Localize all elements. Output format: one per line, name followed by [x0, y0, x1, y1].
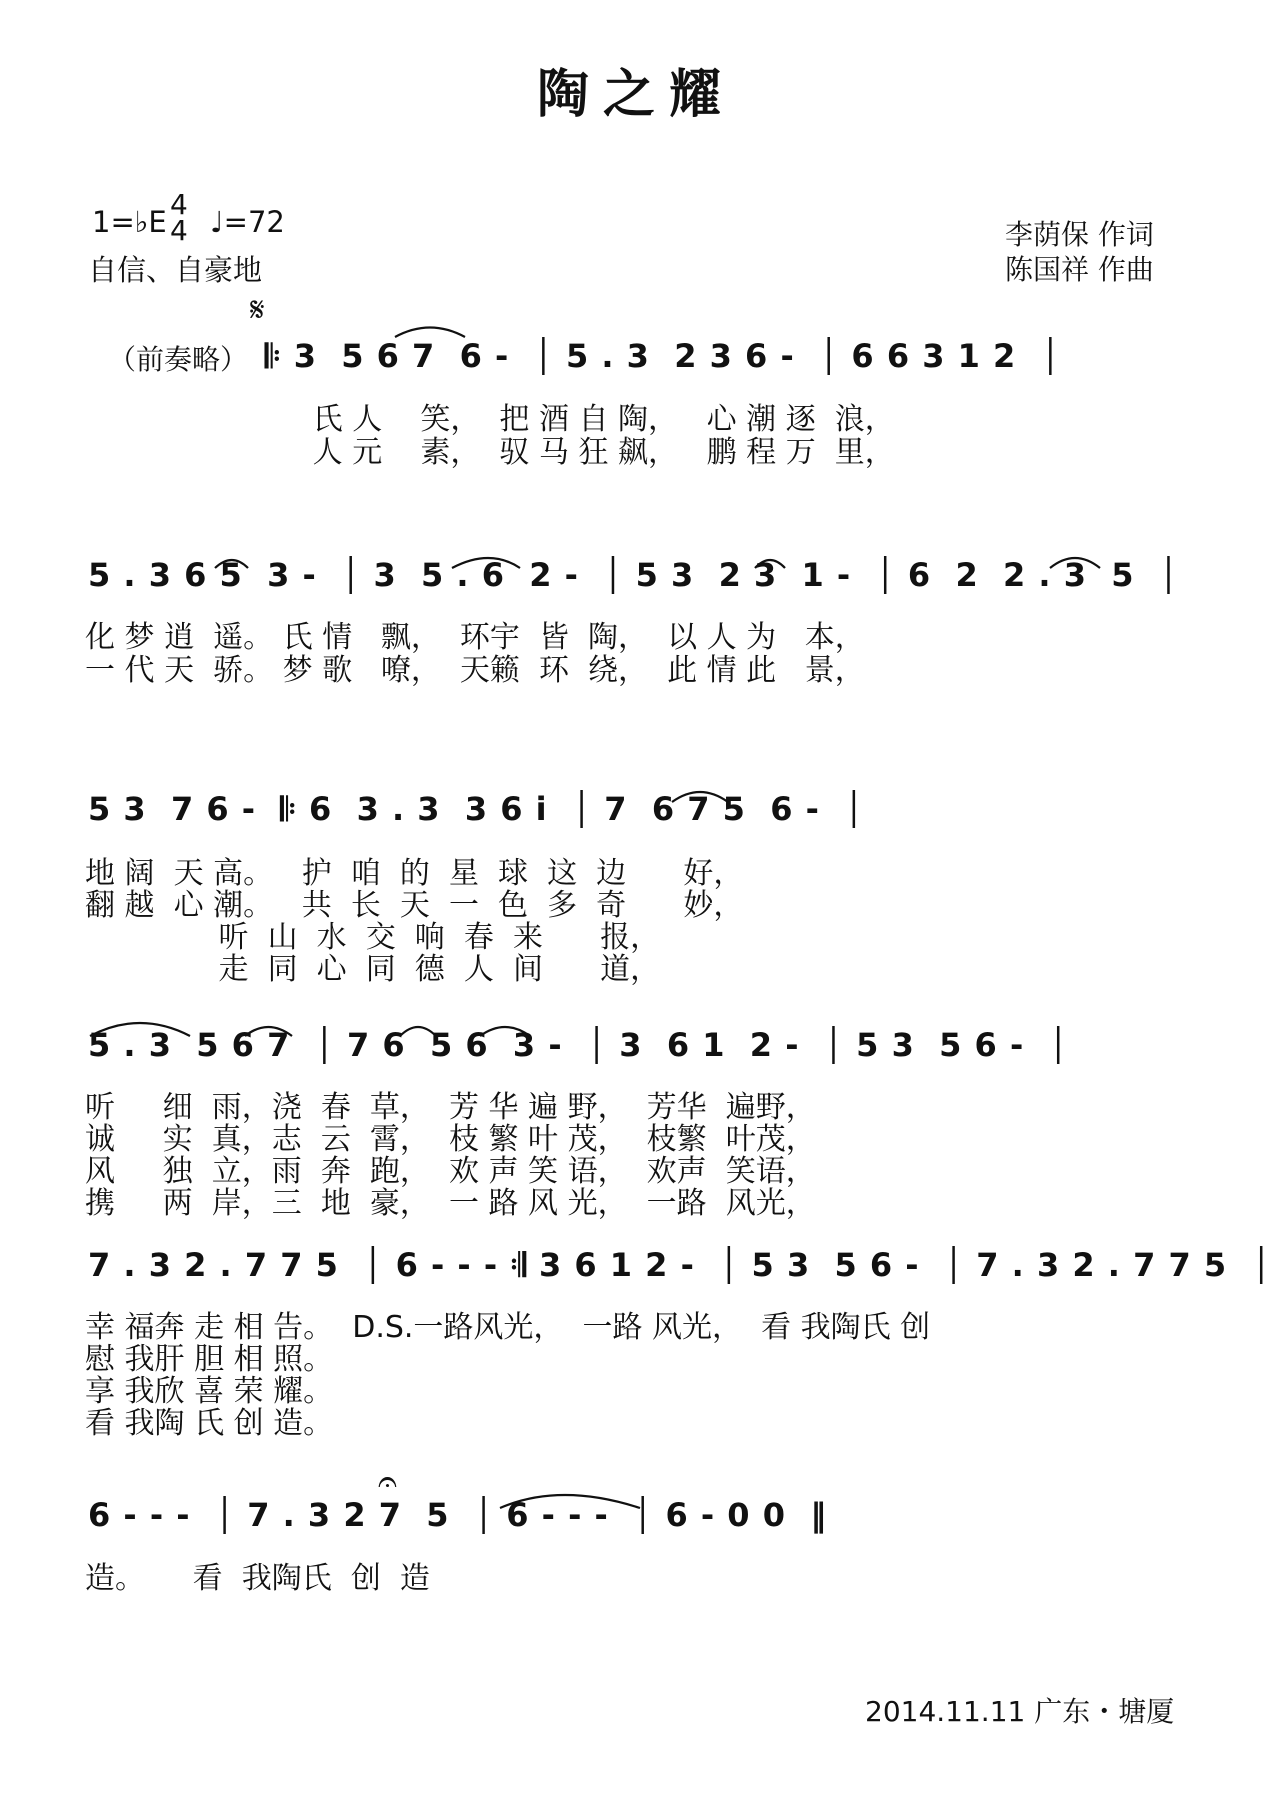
system-3-lyric-1: 地 阔 天 高。 护 咱 的 星 球 这 边 好， — [85, 856, 744, 891]
system-5-lyric-2: 慰 我肝 胆 相 照。 — [85, 1342, 334, 1377]
fermata-sign: 𝄐 — [378, 1462, 397, 1502]
system-4-lyric-3: 风 独 立，雨 奔 跑， 欢 声 笑 语， 欢声 笑语， — [85, 1154, 816, 1189]
intro-note: （前奏略） — [108, 343, 249, 376]
system-3-notes: 5 3 7 6 - 𝄆 6 3 . 3 3 6 i │ 7 6 7 5 6 - │ — [88, 790, 865, 828]
system-5-lyric-1: 幸 福奔 走 相 告。 D.S.一路风光， 一路 风光， 看 我陶氏 创 — [85, 1310, 931, 1345]
system-6-notes: 6 - - - │ 7 . 3 2 7 5 │ 6 - - - │ 6 - 0 0 ‖ — [88, 1496, 828, 1534]
time-signature-top: 4 — [170, 188, 188, 221]
date-place: 2014.11.11 广东・塘厦 — [865, 1695, 1175, 1728]
slur — [90, 1023, 190, 1036]
system-3-lyric-4: 走 同 心 同 德 人 间 道， — [85, 952, 661, 987]
slur — [480, 1027, 530, 1036]
slur — [400, 1027, 436, 1036]
key-signature: 1=♭E — [92, 205, 167, 239]
system-4-lyric-4: 携 两 岸，三 地 豪， 一 路 风 光， 一路 风光， — [85, 1186, 816, 1221]
slur — [245, 1027, 292, 1036]
system-3-lyric-2: 翻 越 心 潮。 共 长 天 一 色 多 奇 妙， — [85, 888, 744, 923]
system-4-lyric-2: 诚 实 真，志 云 霄， 枝 繁 叶 茂， 枝繁 叶茂， — [85, 1122, 816, 1157]
system-1-lyric-1: 氏 人 笑， 把 酒 自 陶， 心 潮 逐 浪， — [265, 402, 895, 437]
system-3-lyric-3: 听 山 水 交 响 春 来 报， — [85, 920, 661, 955]
system-2-notes: 5 . 3 6 5 3 - │ 3 5 . 6 2 - │ 5 3 2 3 1 - │ 6 2 2 . 3 5 │ — [88, 556, 1180, 594]
expression-marking: 自信、自豪地 — [88, 253, 263, 287]
system-2-lyric-1: 化 梦 逍 遥。 氏 情 飘， 环宇 皆 陶， 以 人 为 本， — [85, 620, 865, 655]
system-2-lyric-2: 一 代 天 骄。 梦 歌 嘹， 天籁 环 绕， 此 情 此 景， — [85, 653, 865, 688]
slur — [215, 560, 248, 568]
slur — [500, 1495, 640, 1508]
slur — [452, 558, 520, 568]
slur — [672, 792, 728, 802]
system-4-notes: 5 . 3 5 6 7 │ 7 6 5 6 3 - │ 3 6 1 2 - │ 5 3 5 6 - │ — [88, 1026, 1069, 1064]
slur — [1050, 558, 1100, 568]
system-6-lyric-1: 造。 看 我陶氏 创 造 — [85, 1561, 430, 1596]
system-5-lyric-3: 享 我欣 喜 荣 耀。 — [85, 1374, 334, 1409]
system-5-lyric-4: 看 我陶 氏 创 造。 — [85, 1406, 334, 1441]
slur — [755, 560, 785, 568]
slur — [395, 328, 465, 338]
score-title: 陶之耀 — [536, 64, 735, 125]
slur-marks — [90, 328, 1100, 1509]
system-1-notes: 𝄆 3 5 6 7 6 - │ 5 . 3 2 3 6 - │ 6 6 3 1 2 │ — [265, 337, 1061, 375]
system-5-notes: 7 . 3 2 . 7 7 5 │ 6 - - - 𝄇 3 6 1 2 - │ 5 3 5 6 - │ 7 . 3 2 . 7 7 5 │ — [88, 1246, 1272, 1284]
system-4-lyric-1: 听 细 雨，浇 春 草， 芳 华 遍 野， 芳华 遍野， — [85, 1090, 816, 1125]
composer-credit: 陈国祥 作曲 — [1005, 253, 1154, 286]
tempo-marking: ♩=72 — [210, 205, 285, 239]
segno-sign: 𝄋 — [250, 290, 265, 330]
system-1-lyric-2: 人 元 素， 驭 马 狂 飙， 鹏 程 万 里， — [265, 435, 895, 470]
lyricist-credit: 李荫保 作词 — [1005, 218, 1154, 251]
time-signature-bottom: 4 — [170, 214, 188, 247]
